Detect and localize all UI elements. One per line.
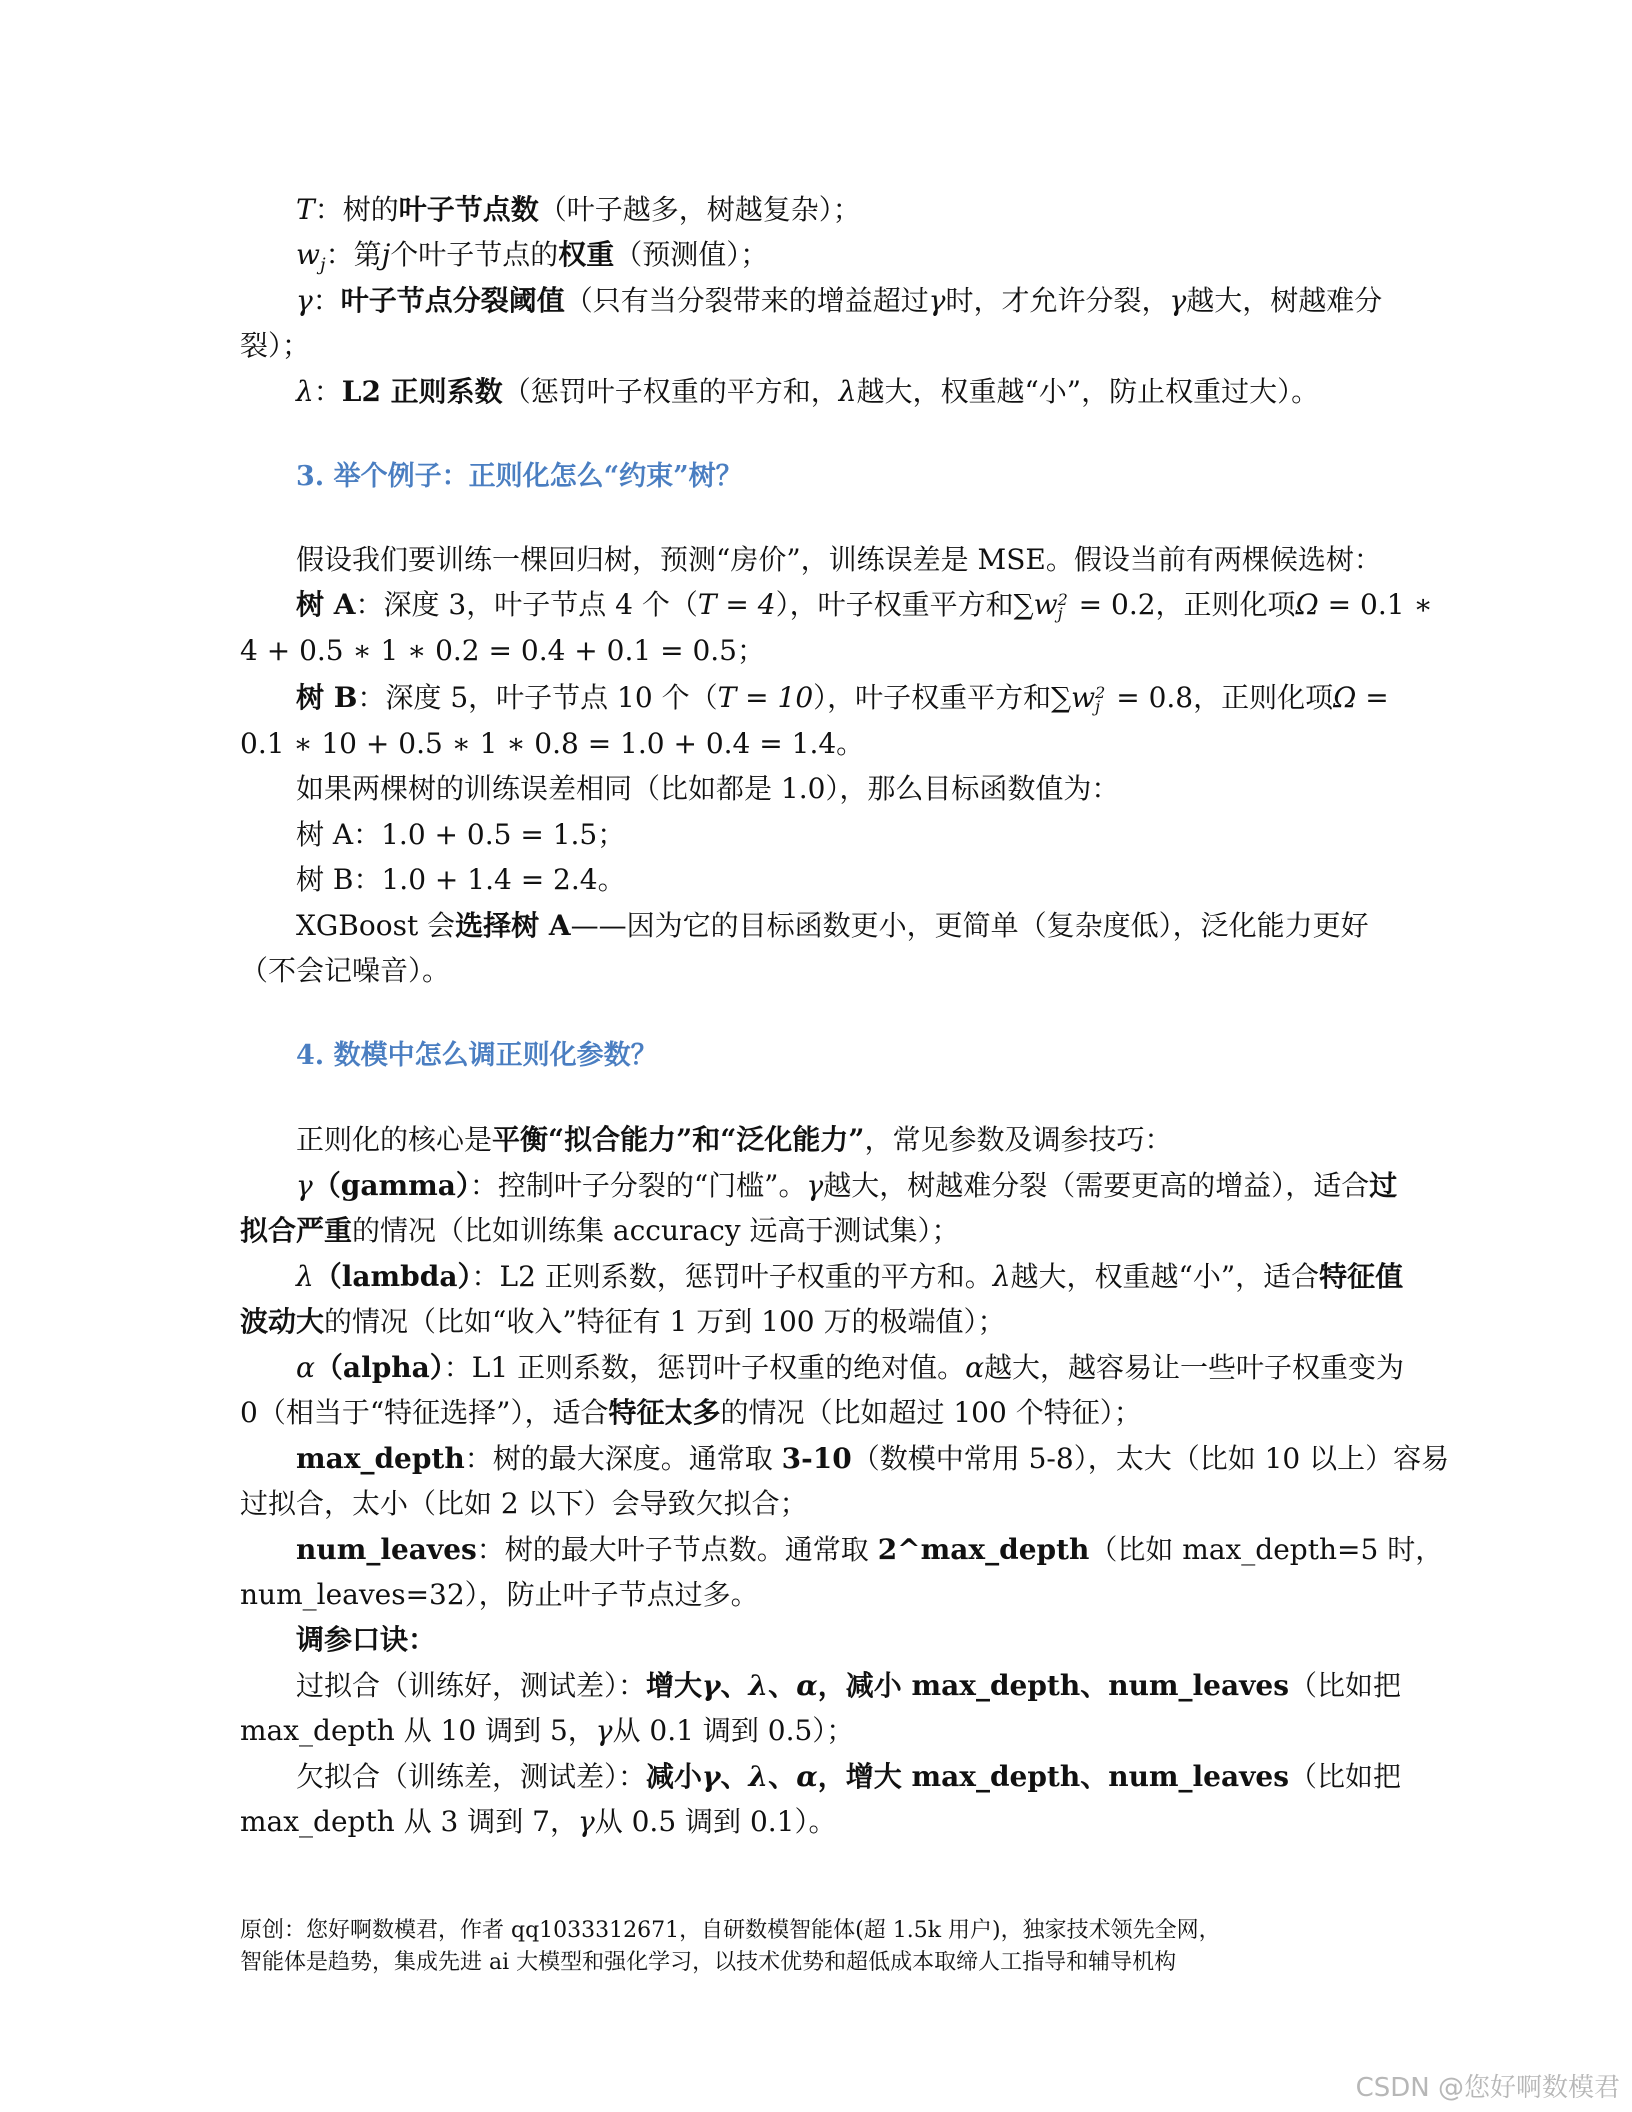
tree-a-total: 树 A：1.0 + 0.5 = 1.5；: [296, 818, 626, 851]
example-intro: 假设我们要训练一棵回归树，预测“房价”，训练误差是 MSE。假设当前有两棵候选树：: [296, 543, 1382, 576]
underfit-rule: 欠拟合（训练差，测试差）：减小γ、λ、α，增大 max_depth、num_leaves（比如把: [296, 1760, 1402, 1793]
alpha-param: α（alpha）：L1 正则系数，惩罚叶子权重的绝对值。α越大，越容易让一些叶子权重变为: [296, 1351, 1405, 1384]
def-T: T：树的叶子节点数（叶子越多，树越复杂）；: [296, 193, 861, 226]
section-heading-4: 4. 数模中怎么调正则化参数？: [296, 1040, 658, 1071]
tuning-intro: 正则化的核心是平衡“拟合能力”和“泛化能力”，常见参数及调参技巧：: [296, 1123, 1173, 1156]
num-leaves-param: num_leaves：树的最大叶子节点数。通常取 2^max_depth（比如 max_depth=5 时，: [296, 1533, 1444, 1566]
gamma-param: γ（gamma）：控制叶子分裂的“门槛”。γ越大，树越难分裂（需要更高的增益），适合过: [296, 1169, 1398, 1202]
max-depth-param-cont: 过拟合，太小（比如 2 以下）会导致欠拟合；: [240, 1487, 808, 1520]
tuning-mnemonic-title: 调参口诀：: [296, 1623, 437, 1656]
tree-a-line: 树 A：深度 3，叶子节点 4 个（T = 4），叶子权重平方和∑w 2 j = 0.2，正则化项Ω = 0.1 ∗: [296, 588, 1433, 623]
tree-b-calc: 0.1 ∗ 10 + 0.5 ∗ 1 ∗ 0.8 = 1.0 + 0.4 = 1.4。: [240, 727, 865, 760]
def-gamma: γ：叶子节点分裂阈值（只有当分裂带来的增益超过γ时，才允许分裂，γ越大，树越难分: [296, 284, 1383, 317]
xgboost-choice-cont: （不会记噪音）。: [240, 954, 451, 987]
underfit-rule-cont: max_depth 从 3 调到 7，γ从 0.5 调到 0.1）。: [240, 1805, 837, 1838]
num-leaves-param-cont: num_leaves=32），防止叶子节点过多。: [240, 1578, 759, 1611]
def-gamma-cont: 裂）；: [240, 329, 311, 362]
xgboost-choice: XGBoost 会选择树 A——因为它的目标函数更小，更简单（复杂度低），泛化能力更好: [296, 909, 1369, 942]
footer-line-2: 智能体是趋势，集成先进 ai 大模型和强化学习，以技术优势和超低成本取缔人工指导和辅导机构: [240, 1950, 1177, 1975]
same-error-line: 如果两棵树的训练误差相同（比如都是 1.0），那么目标函数值为：: [296, 772, 1120, 805]
csdn-watermark: CSDN @您好啊数模君: [1355, 2073, 1620, 2103]
alpha-param-cont: 0（相当于“特征选择”），适合特征太多的情况（比如超过 100 个特征）；: [240, 1396, 1142, 1429]
tree-a-calc: 4 + 0.5 ∗ 1 ∗ 0.2 = 0.4 + 0.1 = 0.5；: [240, 634, 765, 667]
tree-b-line: 树 B：深度 5，叶子节点 10 个（T = 10），叶子权重平方和∑w 2 j = 0.8，正则化项Ω =: [296, 681, 1389, 716]
def-lambda: λ：L2 正则系数（惩罚叶子权重的平方和，λ越大，权重越“小”，防止权重过大）。: [296, 375, 1320, 408]
lambda-param: λ（lambda）：L2 正则系数，惩罚叶子权重的平方和。λ越大，权重越“小”，适合特征值: [296, 1260, 1404, 1293]
footer-line-1: 原创：您好啊数模君，作者 qq1033312671，自研数模智能体(超 1.5k 用户)，独家技术领先全网，: [240, 1918, 1221, 1943]
section-heading-3: 3. 举个例子：正则化怎么“约束”树？: [296, 461, 743, 492]
overfit-rule-cont: max_depth 从 10 调到 5，γ从 0.1 调到 0.5）；: [240, 1714, 855, 1747]
max-depth-param: max_depth：树的最大深度。通常取 3-10（数模中常用 5-8），太大（比如 10 以上）容易: [296, 1442, 1450, 1475]
tree-b-total: 树 B：1.0 + 1.4 = 2.4。: [296, 863, 626, 896]
gamma-param-cont: 拟合严重的情况（比如训练集 accuracy 远高于测试集）；: [240, 1214, 960, 1247]
lambda-param-cont: 波动大的情况（比如“收入”特征有 1 万到 100 万的极端值）；: [240, 1305, 1006, 1338]
def-w: $w_j$：第j个叶子节点的权重（预测值）；: [296, 238, 769, 276]
overfit-rule: 过拟合（训练好，测试差）：增大γ、λ、α，减小 max_depth、num_leaves（比如把: [296, 1669, 1402, 1702]
